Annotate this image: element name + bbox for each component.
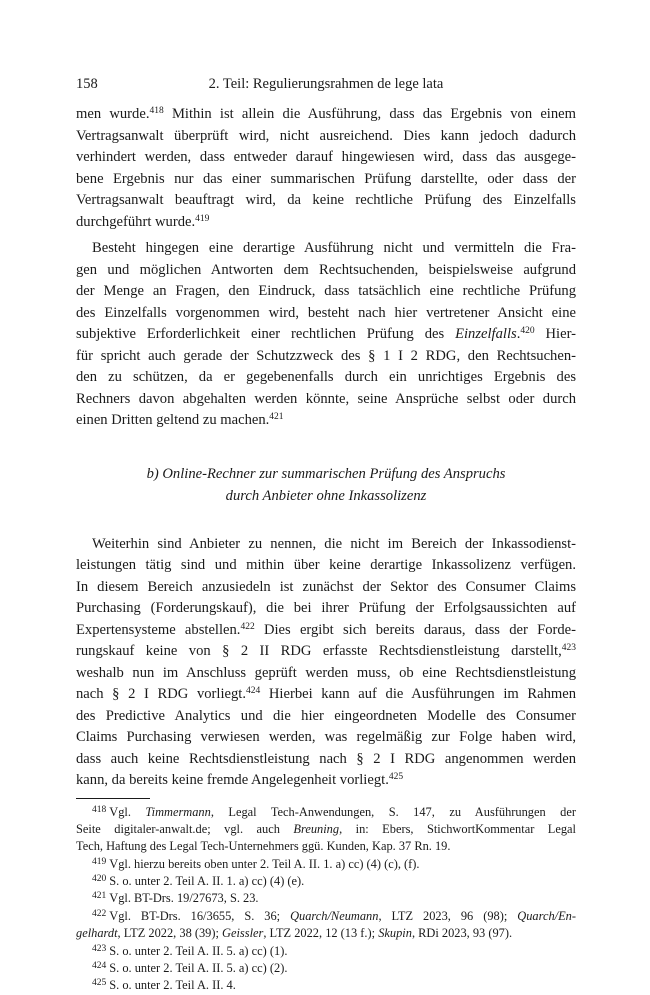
footnote-ref[interactable]: 420 xyxy=(520,326,535,336)
footnote-number: 424 xyxy=(92,961,107,972)
footnote-number: 425 xyxy=(92,978,107,989)
footnote-number: 422 xyxy=(92,908,107,919)
footnote-ref[interactable]: 419 xyxy=(195,213,210,224)
text-line: Claims Purchasing verwiesen werden, was regelmäßig zur Folge haben wird, xyxy=(76,729,576,745)
footnote-number: 421 xyxy=(92,891,107,902)
paragraph xyxy=(76,104,576,233)
text-line: In diesem Bereich anzusiedeln ist zunächst der Sektor des Consumer Claims xyxy=(76,578,576,595)
text-line: Vertragsanwalt überprüft wird, nicht ausreichend. Dies kann jedoch dadurch xyxy=(76,127,576,144)
footnote-ref[interactable]: 424 xyxy=(246,686,261,696)
footnotes xyxy=(76,804,576,995)
paragraph xyxy=(76,238,576,432)
text-line: dass auch keine Rechtsdienstleistung nach § 2 I RDG angenommen werden xyxy=(76,750,576,767)
footnote-number: 420 xyxy=(92,874,107,885)
text-line: Weiterhin sind Anbieter zu nennen, die nicht im Bereich der Inkassodienst- xyxy=(92,535,576,552)
heading-line: durch Anbieter ohne Inkassolizenz xyxy=(225,487,427,504)
text-line: subjektive Erforderlichkeit einer rechtlichen Prüfung des Einzelfalls.$^{420}$ Hier- xyxy=(76,326,576,342)
footnote-line: $^{424}$ S. o. unter 2. Teil A. II. 5. a) cc) (2). xyxy=(92,961,288,976)
footnote-ref[interactable]: 423 xyxy=(561,643,576,653)
footnote-line: Tech, Haftung des Legal Tech-Unternehmers ggü. Kunden, Kap. 37 Rn. 19. xyxy=(76,839,451,854)
text-line: einen Dritten geltend zu machen.$^{421}$ xyxy=(76,412,284,428)
text-line: Besteht hingegen eine derartige Ausführung nicht und vermitteln die Fra- xyxy=(92,240,576,256)
footnote xyxy=(76,943,576,960)
text-line: Purchasing (Forderungskauf), die bei ihrer Prüfung der Erfolgsaussichten auf xyxy=(76,600,576,616)
footnote-ref[interactable]: 425 xyxy=(388,772,404,782)
footnote-line: $^{419}$ Vgl. hierzu bereits oben unter 2. Teil A. II. 1. a) cc) (4) (c), (f). xyxy=(92,856,420,871)
text-line: bene Ergebnis nur das einer summarischen Prüfung darstellte, oder dass der xyxy=(76,170,576,187)
footnote xyxy=(76,960,576,977)
footnote-number: 418 xyxy=(92,804,107,815)
text-line: weshalb nun im Anschluss geprüft werden muss, ob eine Rechtsdienstleistung xyxy=(76,664,576,681)
footnote-line: $^{418}$ Vgl. Timmermann, Legal Tech-Anwendungen, S. 147, zu Ausführungen der xyxy=(92,804,576,819)
text-line: Vertragsanwalt beauftragt wird, da keine rechtliche Prüfung des Einzelfalls xyxy=(76,192,576,208)
heading-line: b) Online-Rechner zur summarischen Prüfung des Anspruchs xyxy=(146,465,506,482)
text-line: verhindert werden, dass entweder darauf hingewiesen wird, dass das ausgege- xyxy=(76,149,576,165)
text-line: für spricht auch gerade der Schutzzweck des § 1 I 2 RDG, den Rechtsuchen- xyxy=(76,347,576,364)
footnote-ref[interactable]: 422 xyxy=(240,621,255,632)
footnote-line: $^{423}$ S. o. unter 2. Teil A. II. 5. a) cc) (1). xyxy=(92,943,288,958)
paragraph xyxy=(76,534,576,792)
footnote xyxy=(76,873,576,890)
running-title: 2. Teil: Regulierungsrahmen de lege lata xyxy=(208,76,444,92)
footnote-line: gelhardt, LTZ 2022, 38 (39); Geissler, LTZ 2022, 12 (13 f.); Skupin, RDi 2023, 93 (97). xyxy=(76,926,513,941)
text-line: nach § 2 I RDG vorliegt.$^{424}$ Hierbei kann auf die Ausführungen im Rahmen xyxy=(76,686,576,702)
running-head xyxy=(76,74,576,94)
text-line: des Einzelfalls vorgenommen wird, besteht nach hier vertretener Ansicht eine xyxy=(76,304,576,321)
text-line: leistungen tätig sind und mithin über keine derartige Inkassolizenz verfügen. xyxy=(76,557,576,573)
footnote-number: 419 xyxy=(92,856,107,867)
footnote-number: 423 xyxy=(92,943,107,954)
section-heading xyxy=(76,463,576,507)
text-line: den zu schützen, da er gegebenenfalls durch ein unrichtiges Ergebnis des xyxy=(76,369,576,385)
text-line: kann, da bereits keine fremde Angelegenheit vorliegt.$^{425}$ xyxy=(76,772,404,788)
footnote xyxy=(76,856,576,873)
footnote xyxy=(76,890,576,907)
main-text xyxy=(76,104,576,995)
footnote-ref[interactable]: 418 xyxy=(149,106,164,116)
text-line: rungskauf keine von § 2 II RDG erfasste Rechtsdienstleistung darstellt,$^{423}$ xyxy=(76,643,576,659)
footnote-line: $^{422}$ Vgl. BT-Drs. 16/3655, S. 36; Quarch/Neumann, LTZ 2023, 96 (98); Quarch/En- xyxy=(92,908,576,923)
text-line: durchgeführt wurde.$^{419}$ xyxy=(76,213,210,230)
footnote xyxy=(76,908,576,943)
text-line: der Menge an Fragen, den Eindruck, dass tatsächlich eine rechtliche Prüfung xyxy=(76,283,576,299)
text-line: des Predictive Analytics und die hier eingeordneten Modelle des Consumer xyxy=(76,707,576,724)
footnote-line: $^{420}$ S. o. unter 2. Teil A. II. 1. a) cc) (4) (e). xyxy=(92,874,305,889)
footnote-line: Seite digitaler-anwalt.de; vgl. auch Breuning, in: Ebers, StichwortKommentar Legal xyxy=(76,821,576,836)
footnote-line: $^{421}$ Vgl. BT-Drs. 19/27673, S. 23. xyxy=(92,891,259,906)
text-line: Rechners davon abgehalten werden könnte, seine Ansprüche selbst oder durch xyxy=(76,390,576,407)
footnote xyxy=(76,977,576,994)
page-number: 158 xyxy=(76,76,98,92)
text-line: gen und möglichen Antworten dem Rechtsuchenden, beispielsweise aufgrund xyxy=(76,261,576,278)
footnote-ref[interactable]: 421 xyxy=(269,412,284,422)
footnote-line: $^{425}$ S. o. unter 2. Teil A. II. 4. xyxy=(92,978,236,993)
text-line: Expertensysteme abstellen.$^{422}$ Dies ergibt sich bereits daraus, dass der Forde- xyxy=(76,621,576,638)
text-line: men wurde.$^{418}$ Mithin ist allein die Ausführung, dass das Ergebnis von einem xyxy=(76,106,576,122)
footnote xyxy=(76,804,576,856)
footnote-divider xyxy=(76,798,150,799)
